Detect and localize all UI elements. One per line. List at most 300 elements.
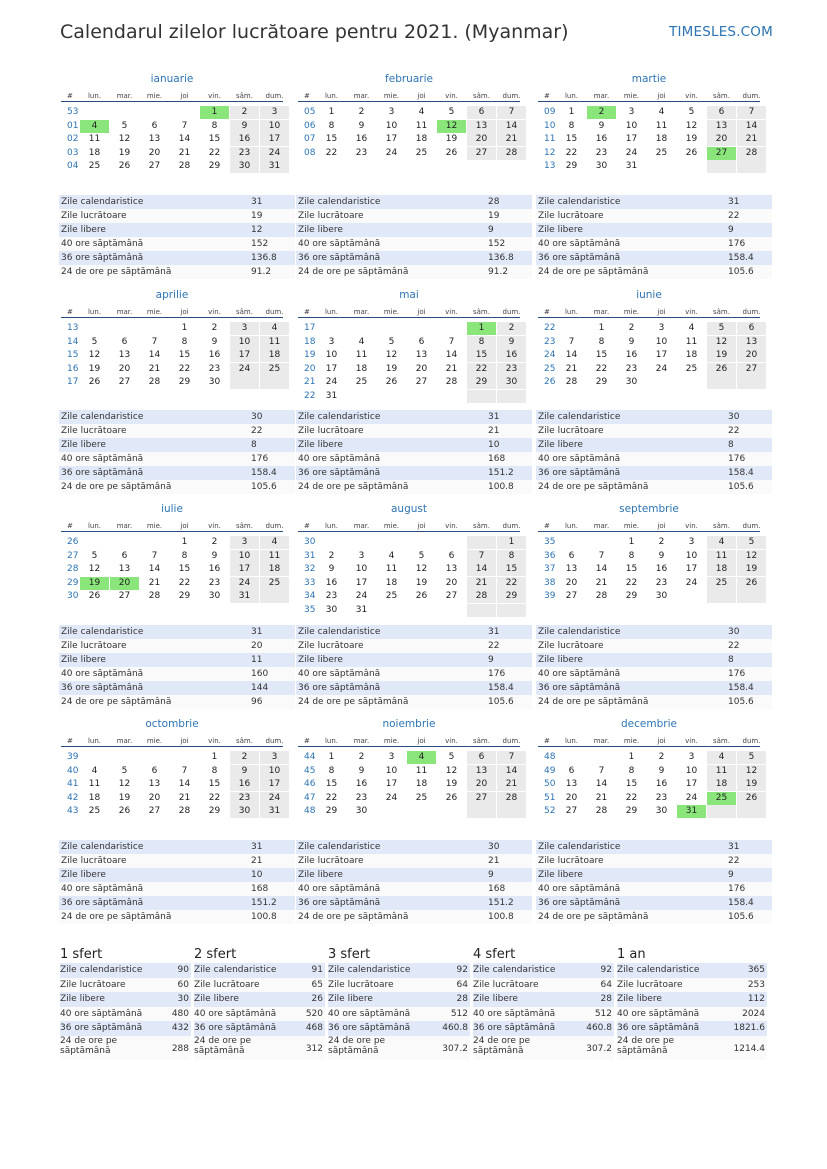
day-cell[interactable]: 21 (148, 577, 161, 588)
day-cell[interactable]: 20 (148, 147, 161, 158)
day-cell[interactable]: 26 (88, 377, 101, 387)
day-cell[interactable]: 13 (118, 350, 131, 360)
day-cell[interactable]: 5 (121, 120, 128, 131)
day-cell[interactable]: 28 (497, 147, 526, 160)
day-cell[interactable]: 16 (497, 349, 526, 362)
day-cell[interactable]: 1 (181, 537, 188, 547)
day-cell[interactable]: 22 (497, 577, 526, 590)
day-cell[interactable] (707, 160, 736, 173)
day-cell[interactable]: 1 (328, 107, 335, 117)
day-cell[interactable]: 13 (565, 779, 578, 789)
day-cell[interactable]: 12 (118, 134, 131, 144)
day-cell[interactable]: 19 (707, 349, 736, 362)
day-cell[interactable]: 20 (565, 577, 578, 588)
day-cell[interactable]: 29 (178, 377, 191, 387)
day-cell[interactable]: 5 (388, 336, 395, 347)
day-cell[interactable]: 14 (445, 350, 458, 360)
day-cell[interactable]: 7 (181, 120, 188, 131)
day-cell[interactable]: 27 (415, 377, 428, 387)
day-cell[interactable]: 16 (655, 779, 668, 789)
day-cell[interactable]: 9 (358, 765, 365, 776)
day-cell[interactable]: 3 (688, 537, 695, 547)
day-cell[interactable]: 3 (328, 336, 335, 347)
day-cell[interactable]: 20 (565, 792, 578, 803)
day-cell[interactable]: 23 (497, 363, 526, 376)
day-cell[interactable]: 20 (707, 133, 736, 146)
day-cell[interactable]: 25 (685, 363, 698, 374)
day-cell[interactable]: 21 (737, 133, 766, 146)
day-cell[interactable]: 19 (118, 792, 131, 803)
day-cell[interactable]: 7 (598, 550, 605, 561)
day-cell[interactable]: 4 (707, 536, 736, 549)
day-cell[interactable]: 13 (565, 564, 578, 574)
day-cell[interactable]: 28 (148, 591, 161, 601)
day-cell[interactable]: 28 (737, 147, 766, 160)
day-cell[interactable]: 13 (467, 765, 496, 778)
day-cell[interactable]: 11 (88, 779, 101, 789)
day-cell[interactable]: 4 (707, 751, 736, 764)
day-cell[interactable]: 23 (230, 147, 259, 160)
day-cell[interactable]: 28 (595, 591, 608, 601)
day-cell[interactable]: 28 (565, 377, 578, 387)
day-cell[interactable]: 24 (685, 577, 698, 588)
day-cell[interactable]: 15 (178, 350, 191, 360)
day-cell[interactable]: 2 (358, 752, 365, 762)
day-cell[interactable]: 29 (625, 806, 638, 816)
day-cell[interactable]: 24 (260, 792, 289, 805)
day-cell[interactable] (737, 160, 766, 173)
day-cell[interactable] (260, 590, 289, 603)
day-cell[interactable]: 26 (445, 147, 458, 158)
day-cell[interactable] (737, 805, 766, 818)
day-cell[interactable]: 9 (230, 765, 259, 778)
day-cell[interactable]: 24 (655, 363, 668, 374)
day-cell[interactable]: 26 (385, 377, 398, 387)
day-cell[interactable]: 21 (445, 363, 458, 374)
day-cell[interactable]: 2 (230, 751, 259, 764)
day-cell[interactable]: 17 (260, 778, 289, 791)
day-cell[interactable]: 3 (260, 751, 289, 764)
day-cell[interactable]: 12 (118, 779, 131, 789)
day-cell[interactable]: 28 (467, 590, 496, 603)
day-cell[interactable]: 27 (148, 806, 161, 816)
day-cell[interactable]: 21 (178, 792, 191, 803)
day-cell[interactable]: 8 (181, 550, 188, 561)
day-cell[interactable]: 20 (467, 778, 496, 791)
day-cell[interactable]: 15 (325, 134, 338, 144)
day-cell[interactable]: 8 (211, 120, 218, 131)
day-cell[interactable]: 25 (88, 161, 101, 171)
day-cell[interactable]: 27 (118, 377, 131, 387)
day-cell[interactable] (707, 590, 736, 603)
day-cell[interactable]: 14 (467, 563, 496, 576)
day-cell[interactable]: 5 (448, 107, 455, 117)
day-cell[interactable]: 20 (467, 133, 496, 146)
day-cell[interactable]: 5 (418, 550, 425, 561)
day-cell[interactable]: 8 (181, 336, 188, 347)
day-cell[interactable]: 27 (148, 161, 161, 171)
day-cell[interactable]: 26 (88, 591, 101, 601)
day-cell[interactable]: 25 (355, 377, 368, 387)
day-cell[interactable]: 24 (325, 377, 338, 387)
day-cell[interactable]: 13 (118, 564, 131, 574)
day-cell[interactable]: 28 (445, 377, 458, 387)
day-cell[interactable]: 24 (355, 591, 368, 601)
day-cell[interactable]: 7 (181, 765, 188, 776)
day-cell[interactable]: 1 (467, 322, 496, 335)
day-cell[interactable]: 16 (208, 564, 221, 574)
day-cell[interactable]: 10 (625, 120, 638, 131)
day-cell[interactable]: 11 (355, 350, 368, 360)
day-cell[interactable]: 14 (595, 564, 608, 574)
day-cell[interactable]: 8 (328, 765, 335, 776)
day-cell[interactable]: 28 (178, 806, 191, 816)
day-cell[interactable]: 6 (121, 336, 128, 347)
day-cell[interactable]: 14 (497, 765, 526, 778)
day-cell[interactable]: 17 (385, 779, 398, 789)
day-cell[interactable]: 7 (497, 751, 526, 764)
day-cell[interactable]: 17 (685, 779, 698, 789)
day-cell[interactable]: 25 (88, 806, 101, 816)
day-cell[interactable]: 2 (497, 322, 526, 335)
day-cell[interactable]: 4 (91, 765, 98, 776)
day-cell[interactable]: 10 (260, 765, 289, 778)
day-cell[interactable]: 23 (208, 577, 221, 588)
day-cell[interactable]: 9 (658, 765, 665, 776)
day-cell[interactable]: 23 (208, 363, 221, 374)
day-cell[interactable]: 13 (415, 350, 428, 360)
day-cell[interactable]: 16 (230, 133, 259, 146)
day-cell[interactable]: 4 (260, 536, 289, 549)
day-cell[interactable]: 5 (688, 107, 695, 117)
day-cell[interactable]: 26 (415, 591, 428, 601)
day-cell[interactable]: 30 (325, 604, 338, 615)
day-cell[interactable]: 16 (230, 778, 259, 791)
day-cell[interactable]: 18 (707, 778, 736, 791)
day-cell[interactable]: 6 (151, 765, 158, 776)
day-cell[interactable]: 20 (148, 792, 161, 803)
day-cell[interactable]: 2 (658, 752, 665, 762)
brand-link[interactable]: TIMESLES.COM (669, 24, 773, 40)
day-cell[interactable]: 17 (625, 134, 638, 144)
day-cell[interactable]: 1 (181, 323, 188, 333)
day-cell[interactable]: 9 (358, 120, 365, 131)
day-cell[interactable]: 20 (110, 577, 139, 590)
day-cell[interactable]: 5 (91, 550, 98, 561)
day-cell[interactable]: 7 (151, 336, 158, 347)
day-cell[interactable]: 10 (385, 765, 398, 776)
day-cell[interactable]: 7 (598, 765, 605, 776)
day-cell[interactable]: 11 (385, 564, 398, 574)
day-cell[interactable]: 15 (325, 779, 338, 789)
day-cell[interactable] (707, 805, 736, 818)
day-cell[interactable]: 3 (628, 107, 635, 117)
day-cell[interactable]: 31 (325, 390, 338, 401)
day-cell[interactable]: 27 (467, 147, 496, 160)
day-cell[interactable]: 8 (598, 336, 605, 347)
day-cell[interactable]: 18 (88, 792, 101, 803)
day-cell[interactable]: 26 (445, 792, 458, 803)
day-cell[interactable]: 2 (587, 106, 616, 119)
day-cell[interactable]: 8 (628, 550, 635, 561)
day-cell[interactable]: 14 (595, 779, 608, 789)
day-cell[interactable]: 19 (737, 563, 766, 576)
day-cell[interactable] (497, 390, 526, 403)
day-cell[interactable]: 29 (208, 161, 221, 171)
day-cell[interactable]: 15 (497, 563, 526, 576)
day-cell[interactable]: 26 (118, 806, 131, 816)
day-cell[interactable]: 18 (707, 563, 736, 576)
day-cell[interactable]: 5 (737, 536, 766, 549)
day-cell[interactable]: 13 (148, 779, 161, 789)
day-cell[interactable]: 15 (208, 134, 221, 144)
day-cell[interactable]: 11 (685, 336, 698, 347)
day-cell[interactable]: 10 (260, 120, 289, 133)
day-cell[interactable]: 16 (655, 564, 668, 574)
day-cell[interactable]: 13 (467, 120, 496, 133)
day-cell[interactable]: 8 (568, 120, 575, 131)
day-cell[interactable]: 24 (685, 792, 698, 803)
day-cell[interactable]: 21 (595, 792, 608, 803)
day-cell[interactable]: 24 (385, 792, 398, 803)
day-cell[interactable] (467, 604, 496, 617)
day-cell[interactable]: 31 (260, 160, 289, 173)
day-cell[interactable]: 25 (415, 792, 428, 803)
day-cell[interactable]: 16 (325, 577, 338, 588)
day-cell[interactable]: 4 (260, 322, 289, 335)
day-cell[interactable] (497, 604, 526, 617)
day-cell[interactable]: 12 (415, 564, 428, 574)
day-cell[interactable]: 22 (178, 363, 191, 374)
day-cell[interactable]: 28 (595, 806, 608, 816)
day-cell[interactable]: 3 (230, 536, 259, 549)
day-cell[interactable]: 2 (211, 323, 218, 333)
day-cell[interactable]: 29 (625, 591, 638, 601)
day-cell[interactable]: 11 (260, 550, 289, 563)
day-cell[interactable]: 11 (88, 134, 101, 144)
day-cell[interactable]: 15 (595, 350, 608, 360)
day-cell[interactable]: 4 (688, 323, 695, 333)
day-cell[interactable]: 2 (658, 537, 665, 547)
day-cell[interactable]: 11 (260, 336, 289, 349)
day-cell[interactable]: 3 (658, 323, 665, 333)
day-cell[interactable]: 8 (467, 336, 496, 349)
day-cell[interactable] (497, 805, 526, 818)
day-cell[interactable]: 31 (355, 604, 368, 615)
day-cell[interactable]: 18 (88, 147, 101, 158)
day-cell[interactable]: 12 (707, 336, 736, 349)
day-cell[interactable]: 14 (148, 564, 161, 574)
day-cell[interactable]: 14 (737, 120, 766, 133)
day-cell[interactable]: 23 (230, 792, 259, 805)
day-cell[interactable]: 12 (437, 120, 466, 133)
day-cell[interactable]: 3 (230, 322, 259, 335)
day-cell[interactable]: 23 (325, 591, 338, 601)
day-cell[interactable]: 15 (208, 779, 221, 789)
day-cell[interactable]: 22 (467, 363, 496, 376)
day-cell[interactable]: 13 (445, 564, 458, 574)
day-cell[interactable]: 19 (80, 577, 109, 590)
day-cell[interactable]: 19 (118, 147, 131, 158)
day-cell[interactable]: 15 (625, 564, 638, 574)
day-cell[interactable]: 9 (211, 550, 218, 561)
day-cell[interactable]: 23 (655, 792, 668, 803)
day-cell[interactable]: 17 (260, 133, 289, 146)
day-cell[interactable]: 12 (385, 350, 398, 360)
day-cell[interactable]: 25 (655, 147, 668, 158)
day-cell[interactable]: 23 (355, 147, 368, 158)
day-cell[interactable]: 11 (707, 765, 736, 778)
day-cell[interactable]: 22 (595, 363, 608, 374)
day-cell[interactable]: 9 (230, 120, 259, 133)
day-cell[interactable]: 27 (467, 792, 496, 805)
day-cell[interactable]: 4 (388, 550, 395, 561)
day-cell[interactable]: 26 (737, 577, 766, 590)
day-cell[interactable]: 1 (200, 106, 229, 119)
day-cell[interactable]: 10 (385, 120, 398, 131)
day-cell[interactable]: 24 (260, 147, 289, 160)
day-cell[interactable]: 6 (418, 336, 425, 347)
day-cell[interactable]: 24 (625, 147, 638, 158)
day-cell[interactable]: 12 (88, 350, 101, 360)
day-cell[interactable]: 17 (685, 564, 698, 574)
day-cell[interactable]: 29 (497, 590, 526, 603)
day-cell[interactable]: 21 (467, 577, 496, 590)
day-cell[interactable]: 18 (685, 350, 698, 360)
day-cell[interactable]: 3 (260, 106, 289, 119)
day-cell[interactable] (707, 376, 736, 389)
day-cell[interactable] (737, 590, 766, 603)
day-cell[interactable]: 31 (230, 590, 259, 603)
day-cell[interactable]: 9 (598, 120, 605, 131)
day-cell[interactable]: 7 (448, 336, 455, 347)
day-cell[interactable]: 23 (355, 792, 368, 803)
day-cell[interactable]: 12 (88, 564, 101, 574)
day-cell[interactable]: 16 (355, 134, 368, 144)
day-cell[interactable]: 1 (568, 107, 575, 117)
day-cell[interactable]: 19 (685, 134, 698, 144)
day-cell[interactable]: 5 (91, 336, 98, 347)
day-cell[interactable]: 20 (415, 363, 428, 374)
day-cell[interactable]: 5 (121, 765, 128, 776)
day-cell[interactable]: 18 (260, 349, 289, 362)
day-cell[interactable]: 5 (707, 322, 736, 335)
day-cell[interactable]: 14 (565, 350, 578, 360)
day-cell[interactable]: 16 (625, 350, 638, 360)
day-cell[interactable]: 15 (467, 349, 496, 362)
day-cell[interactable]: 17 (230, 349, 259, 362)
day-cell[interactable]: 27 (118, 591, 131, 601)
day-cell[interactable]: 9 (628, 336, 635, 347)
day-cell[interactable]: 25 (260, 577, 289, 590)
day-cell[interactable]: 27 (445, 591, 458, 601)
day-cell[interactable]: 8 (211, 765, 218, 776)
day-cell[interactable]: 26 (737, 792, 766, 805)
day-cell[interactable]: 27 (565, 806, 578, 816)
day-cell[interactable]: 2 (628, 323, 635, 333)
day-cell[interactable]: 5 (448, 752, 455, 762)
day-cell[interactable]: 1 (497, 536, 526, 549)
day-cell[interactable]: 23 (655, 577, 668, 588)
day-cell[interactable]: 7 (467, 550, 496, 563)
day-cell[interactable]: 30 (497, 376, 526, 389)
day-cell[interactable]: 10 (230, 336, 259, 349)
day-cell[interactable]: 30 (625, 377, 638, 387)
day-cell[interactable]: 22 (325, 792, 338, 803)
day-cell[interactable]: 3 (388, 752, 395, 762)
day-cell[interactable]: 30 (355, 806, 368, 816)
day-cell[interactable]: 8 (497, 550, 526, 563)
day-cell[interactable]: 9 (658, 550, 665, 561)
day-cell[interactable]: 21 (565, 363, 578, 374)
day-cell[interactable]: 6 (121, 550, 128, 561)
day-cell[interactable]: 20 (737, 349, 766, 362)
day-cell[interactable]: 12 (737, 550, 766, 563)
day-cell[interactable]: 14 (148, 350, 161, 360)
day-cell[interactable]: 18 (355, 363, 368, 374)
day-cell[interactable]: 22 (178, 577, 191, 588)
day-cell[interactable]: 12 (445, 765, 458, 776)
day-cell[interactable] (230, 376, 259, 389)
day-cell[interactable]: 16 (208, 350, 221, 360)
day-cell[interactable]: 27 (707, 147, 736, 160)
day-cell[interactable]: 31 (625, 161, 638, 171)
day-cell[interactable]: 31 (260, 805, 289, 818)
day-cell[interactable]: 27 (737, 363, 766, 376)
day-cell[interactable]: 29 (595, 377, 608, 387)
day-cell[interactable]: 10 (685, 765, 698, 776)
day-cell[interactable]: 20 (445, 577, 458, 588)
day-cell[interactable]: 4 (407, 751, 436, 764)
day-cell[interactable]: 18 (655, 134, 668, 144)
day-cell[interactable]: 19 (415, 577, 428, 588)
day-cell[interactable]: 6 (448, 550, 455, 561)
day-cell[interactable]: 10 (685, 550, 698, 561)
day-cell[interactable]: 1 (628, 752, 635, 762)
day-cell[interactable]: 6 (737, 322, 766, 335)
day-cell[interactable]: 10 (655, 336, 668, 347)
day-cell[interactable] (467, 536, 496, 549)
day-cell[interactable]: 26 (118, 161, 131, 171)
day-cell[interactable]: 29 (565, 161, 578, 171)
day-cell[interactable]: 6 (707, 106, 736, 119)
day-cell[interactable]: 5 (737, 751, 766, 764)
day-cell[interactable]: 25 (707, 577, 736, 590)
day-cell[interactable]: 11 (707, 550, 736, 563)
day-cell[interactable]: 4 (358, 336, 365, 347)
day-cell[interactable]: 7 (737, 106, 766, 119)
day-cell[interactable] (260, 376, 289, 389)
day-cell[interactable]: 7 (568, 336, 575, 347)
day-cell[interactable]: 28 (497, 792, 526, 805)
day-cell[interactable]: 22 (208, 147, 221, 158)
day-cell[interactable]: 25 (385, 591, 398, 601)
day-cell[interactable]: 24 (230, 363, 259, 376)
day-cell[interactable]: 19 (445, 134, 458, 144)
day-cell[interactable]: 19 (88, 363, 101, 374)
day-cell[interactable]: 29 (208, 806, 221, 816)
day-cell[interactable]: 24 (230, 577, 259, 590)
day-cell[interactable]: 17 (325, 363, 338, 374)
day-cell[interactable]: 1 (628, 537, 635, 547)
day-cell[interactable]: 17 (230, 563, 259, 576)
day-cell[interactable]: 25 (707, 792, 736, 805)
day-cell[interactable]: 11 (655, 120, 668, 131)
day-cell[interactable]: 2 (328, 550, 335, 561)
day-cell[interactable]: 28 (148, 377, 161, 387)
day-cell[interactable]: 13 (707, 120, 736, 133)
day-cell[interactable]: 8 (328, 120, 335, 131)
